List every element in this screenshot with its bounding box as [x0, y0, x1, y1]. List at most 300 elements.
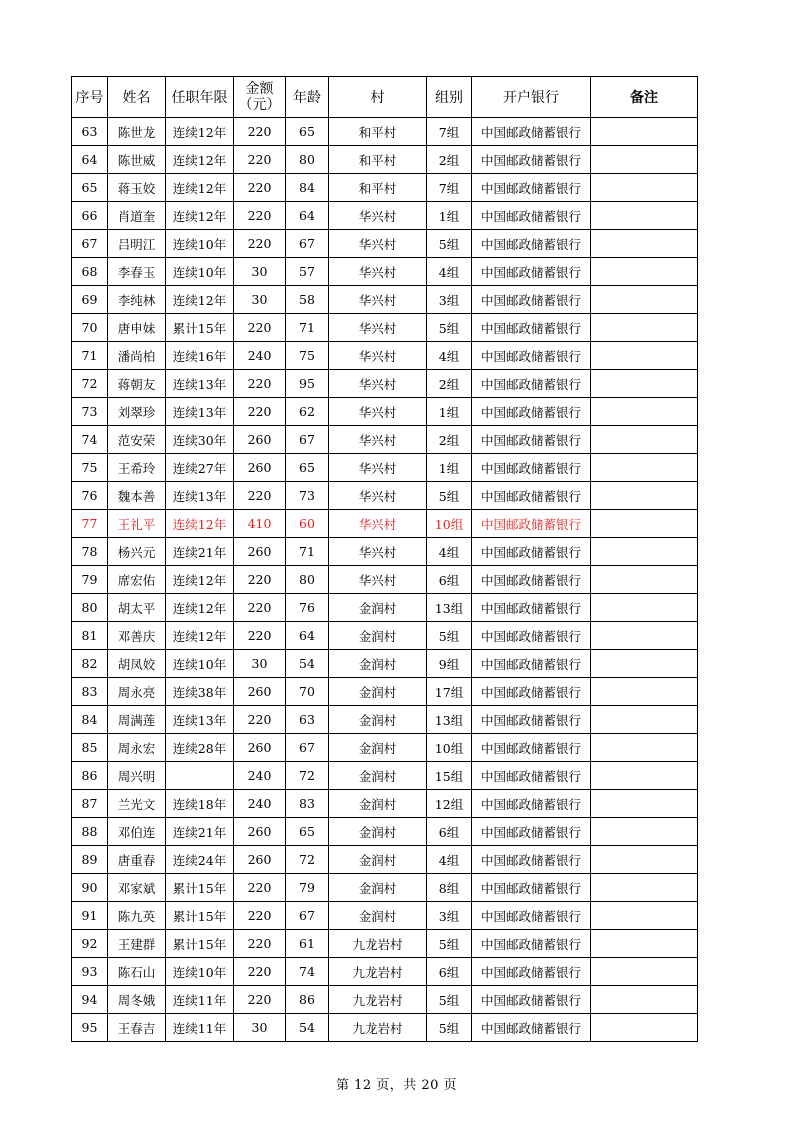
- cell-village: 和平村: [329, 174, 427, 202]
- cell-village: 金润村: [329, 818, 427, 846]
- cell-village: 和平村: [329, 118, 427, 146]
- cell-name: 蒋玉姣: [108, 174, 166, 202]
- cell-age: 61: [286, 930, 329, 958]
- cell-no: 82: [72, 650, 108, 678]
- table-row: [72, 342, 698, 370]
- cell-age: 65: [286, 818, 329, 846]
- cell-name: 兰光文: [108, 790, 166, 818]
- cell-village: 九龙岩村: [329, 1014, 427, 1042]
- cell-group: 4组: [427, 538, 472, 566]
- cell-bank: 中国邮政储蓄银行: [472, 874, 591, 902]
- cell-bank: 中国邮政储蓄银行: [472, 790, 591, 818]
- cell-remark: [591, 146, 698, 174]
- cell-remark: [591, 566, 698, 594]
- cell-tenure: 连续38年: [166, 678, 234, 706]
- cell-no: 84: [72, 706, 108, 734]
- table-row: [72, 594, 698, 622]
- header-age: 年龄: [286, 77, 329, 118]
- table-row: [72, 846, 698, 874]
- cell-bank: 中国邮政储蓄银行: [472, 202, 591, 230]
- cell-bank: 中国邮政储蓄银行: [472, 678, 591, 706]
- table-row: [72, 286, 698, 314]
- cell-age: 79: [286, 874, 329, 902]
- cell-age: 84: [286, 174, 329, 202]
- cell-no: 83: [72, 678, 108, 706]
- cell-no: 65: [72, 174, 108, 202]
- cell-village: 华兴村: [329, 230, 427, 258]
- table-row: [72, 818, 698, 846]
- cell-tenure: 连续13年: [166, 482, 234, 510]
- cell-age: 70: [286, 678, 329, 706]
- cell-bank: 中国邮政储蓄银行: [472, 286, 591, 314]
- cell-village: 华兴村: [329, 566, 427, 594]
- cell-no: 75: [72, 454, 108, 482]
- cell-village: 金润村: [329, 874, 427, 902]
- cell-name: 陈九英: [108, 902, 166, 930]
- cell-village: 九龙岩村: [329, 958, 427, 986]
- cell-age: 74: [286, 958, 329, 986]
- cell-group: 2组: [427, 370, 472, 398]
- cell-tenure: 连续16年: [166, 342, 234, 370]
- cell-bank: 中国邮政储蓄银行: [472, 370, 591, 398]
- cell-tenure: 连续27年: [166, 454, 234, 482]
- cell-name: 邓家斌: [108, 874, 166, 902]
- cell-group: 2组: [427, 426, 472, 454]
- cell-tenure: 连续12年: [166, 566, 234, 594]
- cell-group: 8组: [427, 874, 472, 902]
- cell-group: 6组: [427, 958, 472, 986]
- cell-village: 金润村: [329, 902, 427, 930]
- cell-remark: [591, 846, 698, 874]
- cell-no: 92: [72, 930, 108, 958]
- cell-age: 54: [286, 1014, 329, 1042]
- cell-no: 76: [72, 482, 108, 510]
- table-body: [72, 118, 698, 1042]
- table-row: [72, 314, 698, 342]
- cell-amount: 260: [234, 734, 286, 762]
- cell-village: 金润村: [329, 762, 427, 790]
- cell-name: 周兴明: [108, 762, 166, 790]
- cell-age: 80: [286, 146, 329, 174]
- cell-tenure: 累计15年: [166, 314, 234, 342]
- cell-group: 1组: [427, 454, 472, 482]
- cell-remark: [591, 958, 698, 986]
- cell-bank: 中国邮政储蓄银行: [472, 118, 591, 146]
- cell-bank: 中国邮政储蓄银行: [472, 818, 591, 846]
- header-village: 村: [329, 77, 427, 118]
- table-row: [72, 734, 698, 762]
- header-row: [72, 77, 698, 118]
- cell-village: 金润村: [329, 706, 427, 734]
- cell-no: 73: [72, 398, 108, 426]
- cell-no: 95: [72, 1014, 108, 1042]
- header-tenure: 任职年限: [166, 77, 234, 118]
- table-row: [72, 930, 698, 958]
- cell-no: 90: [72, 874, 108, 902]
- cell-village: 金润村: [329, 734, 427, 762]
- cell-remark: [591, 314, 698, 342]
- cell-bank: 中国邮政储蓄银行: [472, 930, 591, 958]
- cell-village: 金润村: [329, 678, 427, 706]
- table-row: [72, 538, 698, 566]
- cell-group: 4组: [427, 846, 472, 874]
- cell-tenure: 连续13年: [166, 370, 234, 398]
- cell-tenure: 连续11年: [166, 1014, 234, 1042]
- cell-remark: [591, 510, 698, 538]
- cell-group: 9组: [427, 650, 472, 678]
- cell-remark: [591, 790, 698, 818]
- cell-amount: 220: [234, 986, 286, 1014]
- cell-bank: 中国邮政储蓄银行: [472, 174, 591, 202]
- header-remark: 备注: [591, 77, 698, 118]
- cell-remark: [591, 902, 698, 930]
- cell-amount: 260: [234, 818, 286, 846]
- table-row: [72, 706, 698, 734]
- cell-tenure: 连续11年: [166, 986, 234, 1014]
- cell-amount: 240: [234, 790, 286, 818]
- cell-tenure: 连续13年: [166, 706, 234, 734]
- cell-name: 王礼平: [108, 510, 166, 538]
- header-amount-unit: （元）: [238, 97, 281, 113]
- table-row: [72, 454, 698, 482]
- cell-remark: [591, 230, 698, 258]
- cell-name: 唐重春: [108, 846, 166, 874]
- cell-remark: [591, 594, 698, 622]
- cell-remark: [591, 986, 698, 1014]
- table-row: [72, 874, 698, 902]
- cell-village: 和平村: [329, 146, 427, 174]
- cell-bank: 中国邮政储蓄银行: [472, 510, 591, 538]
- cell-tenure: 连续28年: [166, 734, 234, 762]
- cell-bank: 中国邮政储蓄银行: [472, 594, 591, 622]
- cell-amount: 220: [234, 566, 286, 594]
- cell-remark: [591, 734, 698, 762]
- header-no: 序号: [72, 77, 108, 118]
- cell-bank: 中国邮政储蓄银行: [472, 482, 591, 510]
- cell-no: 72: [72, 370, 108, 398]
- cell-tenure: 连续12年: [166, 286, 234, 314]
- cell-bank: 中国邮政储蓄银行: [472, 902, 591, 930]
- cell-age: 64: [286, 202, 329, 230]
- cell-village: 华兴村: [329, 426, 427, 454]
- cell-village: 金润村: [329, 650, 427, 678]
- cell-amount: 30: [234, 258, 286, 286]
- cell-village: 华兴村: [329, 258, 427, 286]
- cell-village: 九龙岩村: [329, 986, 427, 1014]
- cell-age: 73: [286, 482, 329, 510]
- cell-amount: 220: [234, 622, 286, 650]
- table-row: [72, 118, 698, 146]
- cell-bank: 中国邮政储蓄银行: [472, 314, 591, 342]
- cell-name: 周冬娥: [108, 986, 166, 1014]
- table-row: [72, 986, 698, 1014]
- cell-tenure: 连续12年: [166, 202, 234, 230]
- cell-tenure: 连续12年: [166, 594, 234, 622]
- cell-age: 57: [286, 258, 329, 286]
- cell-bank: 中国邮政储蓄银行: [472, 706, 591, 734]
- cell-age: 75: [286, 342, 329, 370]
- cell-village: 金润村: [329, 622, 427, 650]
- cell-remark: [591, 538, 698, 566]
- cell-group: 17组: [427, 678, 472, 706]
- cell-amount: 220: [234, 146, 286, 174]
- cell-remark: [591, 650, 698, 678]
- cell-amount: 30: [234, 1014, 286, 1042]
- cell-remark: [591, 286, 698, 314]
- cell-village: 华兴村: [329, 454, 427, 482]
- cell-name: 王建群: [108, 930, 166, 958]
- cell-amount: 220: [234, 202, 286, 230]
- cell-remark: [591, 118, 698, 146]
- header-group: 组别: [427, 77, 472, 118]
- cell-remark: [591, 342, 698, 370]
- cell-amount: 240: [234, 762, 286, 790]
- cell-amount: 220: [234, 706, 286, 734]
- cell-village: 华兴村: [329, 286, 427, 314]
- cell-name: 刘翠珍: [108, 398, 166, 426]
- cell-group: 5组: [427, 622, 472, 650]
- table-row: [72, 958, 698, 986]
- cell-name: 陈石山: [108, 958, 166, 986]
- header-bank: 开户银行: [472, 77, 591, 118]
- table-row: [72, 902, 698, 930]
- cell-age: 54: [286, 650, 329, 678]
- cell-tenure: 累计15年: [166, 930, 234, 958]
- cell-amount: 220: [234, 902, 286, 930]
- cell-group: 6组: [427, 566, 472, 594]
- cell-bank: 中国邮政储蓄银行: [472, 398, 591, 426]
- table-row: [72, 370, 698, 398]
- cell-remark: [591, 622, 698, 650]
- cell-village: 华兴村: [329, 202, 427, 230]
- cell-village: 金润村: [329, 846, 427, 874]
- cell-bank: 中国邮政储蓄银行: [472, 342, 591, 370]
- cell-no: 69: [72, 286, 108, 314]
- cell-bank: 中国邮政储蓄银行: [472, 650, 591, 678]
- cell-amount: 260: [234, 538, 286, 566]
- cell-bank: 中国邮政储蓄银行: [472, 958, 591, 986]
- cell-name: 胡太平: [108, 594, 166, 622]
- cell-age: 58: [286, 286, 329, 314]
- cell-group: 5组: [427, 482, 472, 510]
- cell-name: 范安荣: [108, 426, 166, 454]
- cell-name: 邓伯连: [108, 818, 166, 846]
- cell-group: 13组: [427, 594, 472, 622]
- cell-no: 80: [72, 594, 108, 622]
- cell-group: 4组: [427, 342, 472, 370]
- cell-remark: [591, 930, 698, 958]
- cell-age: 65: [286, 454, 329, 482]
- cell-name: 胡凤姣: [108, 650, 166, 678]
- cell-tenure: 连续10年: [166, 230, 234, 258]
- cell-remark: [591, 678, 698, 706]
- cell-remark: [591, 174, 698, 202]
- cell-no: 79: [72, 566, 108, 594]
- cell-amount: 220: [234, 230, 286, 258]
- cell-group: 3组: [427, 286, 472, 314]
- cell-amount: 30: [234, 650, 286, 678]
- cell-tenure: 连续12年: [166, 174, 234, 202]
- cell-bank: 中国邮政储蓄银行: [472, 146, 591, 174]
- cell-group: 15组: [427, 762, 472, 790]
- cell-no: 74: [72, 426, 108, 454]
- cell-amount: 220: [234, 930, 286, 958]
- cell-tenure: 连续13年: [166, 398, 234, 426]
- cell-group: 10组: [427, 734, 472, 762]
- cell-amount: 220: [234, 314, 286, 342]
- header-amount-label: 金额: [245, 81, 274, 97]
- cell-name: 周永宏: [108, 734, 166, 762]
- cell-bank: 中国邮政储蓄银行: [472, 734, 591, 762]
- cell-no: 81: [72, 622, 108, 650]
- cell-age: 67: [286, 230, 329, 258]
- cell-village: 华兴村: [329, 314, 427, 342]
- cell-age: 76: [286, 594, 329, 622]
- cell-name: 李春玉: [108, 258, 166, 286]
- cell-remark: [591, 398, 698, 426]
- cell-bank: 中国邮政储蓄银行: [472, 846, 591, 874]
- cell-village: 华兴村: [329, 482, 427, 510]
- cell-age: 72: [286, 846, 329, 874]
- cell-amount: 220: [234, 958, 286, 986]
- cell-group: 7组: [427, 174, 472, 202]
- cell-tenure: 连续30年: [166, 426, 234, 454]
- cell-remark: [591, 202, 698, 230]
- cell-tenure: 连续12年: [166, 146, 234, 174]
- cell-age: 67: [286, 426, 329, 454]
- cell-age: 72: [286, 762, 329, 790]
- cell-amount: 240: [234, 342, 286, 370]
- cell-village: 华兴村: [329, 398, 427, 426]
- cell-no: 91: [72, 902, 108, 930]
- table-row: [72, 398, 698, 426]
- cell-no: 63: [72, 118, 108, 146]
- cell-no: 64: [72, 146, 108, 174]
- cell-bank: 中国邮政储蓄银行: [472, 538, 591, 566]
- data-table: [71, 76, 698, 1042]
- cell-bank: 中国邮政储蓄银行: [472, 622, 591, 650]
- cell-age: 80: [286, 566, 329, 594]
- cell-no: 77: [72, 510, 108, 538]
- cell-tenure: 连续12年: [166, 622, 234, 650]
- cell-remark: [591, 370, 698, 398]
- cell-tenure: 连续12年: [166, 510, 234, 538]
- cell-group: 5组: [427, 986, 472, 1014]
- cell-group: 7组: [427, 118, 472, 146]
- header-amount: [234, 77, 286, 118]
- cell-name: 潘尚柏: [108, 342, 166, 370]
- cell-bank: 中国邮政储蓄银行: [472, 454, 591, 482]
- cell-bank: 中国邮政储蓄银行: [472, 426, 591, 454]
- cell-village: 华兴村: [329, 342, 427, 370]
- cell-village: 华兴村: [329, 538, 427, 566]
- cell-amount: 30: [234, 286, 286, 314]
- cell-group: 12组: [427, 790, 472, 818]
- cell-no: 88: [72, 818, 108, 846]
- cell-no: 66: [72, 202, 108, 230]
- cell-age: 95: [286, 370, 329, 398]
- cell-group: 3组: [427, 902, 472, 930]
- cell-group: 5组: [427, 1014, 472, 1042]
- cell-no: 87: [72, 790, 108, 818]
- table-row: [72, 230, 698, 258]
- cell-name: 杨兴元: [108, 538, 166, 566]
- cell-tenure: 连续21年: [166, 538, 234, 566]
- cell-group: 4组: [427, 258, 472, 286]
- cell-group: 1组: [427, 202, 472, 230]
- table-row: [72, 1014, 698, 1042]
- cell-age: 65: [286, 118, 329, 146]
- cell-amount: 220: [234, 482, 286, 510]
- cell-bank: 中国邮政储蓄银行: [472, 1014, 591, 1042]
- cell-name: 邓善庆: [108, 622, 166, 650]
- table-row: [72, 146, 698, 174]
- page-footer: 第 12 页，共 20 页: [335, 1078, 458, 1093]
- cell-name: 陈世龙: [108, 118, 166, 146]
- cell-tenure: 连续18年: [166, 790, 234, 818]
- cell-amount: 220: [234, 398, 286, 426]
- cell-bank: 中国邮政储蓄银行: [472, 986, 591, 1014]
- cell-remark: [591, 258, 698, 286]
- cell-name: 王希玲: [108, 454, 166, 482]
- cell-age: 71: [286, 314, 329, 342]
- cell-bank: 中国邮政储蓄银行: [472, 762, 591, 790]
- cell-amount: 220: [234, 370, 286, 398]
- cell-amount: 260: [234, 454, 286, 482]
- cell-no: 70: [72, 314, 108, 342]
- cell-group: 1组: [427, 398, 472, 426]
- cell-remark: [591, 818, 698, 846]
- cell-amount: 220: [234, 594, 286, 622]
- cell-bank: 中国邮政储蓄银行: [472, 566, 591, 594]
- cell-age: 83: [286, 790, 329, 818]
- cell-amount: 260: [234, 846, 286, 874]
- cell-no: 67: [72, 230, 108, 258]
- table-row: [72, 174, 698, 202]
- cell-name: 唐申妹: [108, 314, 166, 342]
- cell-age: 71: [286, 538, 329, 566]
- cell-tenure: 连续12年: [166, 118, 234, 146]
- cell-remark: [591, 874, 698, 902]
- table-row: [72, 482, 698, 510]
- cell-age: 60: [286, 510, 329, 538]
- cell-age: 86: [286, 986, 329, 1014]
- cell-age: 64: [286, 622, 329, 650]
- cell-no: 85: [72, 734, 108, 762]
- cell-name: 陈世威: [108, 146, 166, 174]
- cell-village: 九龙岩村: [329, 930, 427, 958]
- table-row: [72, 790, 698, 818]
- table-row: [72, 678, 698, 706]
- cell-bank: 中国邮政储蓄银行: [472, 258, 591, 286]
- cell-tenure: 连续10年: [166, 650, 234, 678]
- cell-tenure: 连续10年: [166, 258, 234, 286]
- table-row: [72, 762, 698, 790]
- cell-no: 86: [72, 762, 108, 790]
- cell-tenure: 累计15年: [166, 874, 234, 902]
- cell-no: 94: [72, 986, 108, 1014]
- cell-group: 6组: [427, 818, 472, 846]
- table-row: [72, 566, 698, 594]
- cell-name: 席宏佑: [108, 566, 166, 594]
- cell-age: 67: [286, 734, 329, 762]
- table-row: [72, 426, 698, 454]
- cell-remark: [591, 454, 698, 482]
- cell-no: 78: [72, 538, 108, 566]
- cell-remark: [591, 762, 698, 790]
- cell-no: 71: [72, 342, 108, 370]
- cell-name: 肖道奎: [108, 202, 166, 230]
